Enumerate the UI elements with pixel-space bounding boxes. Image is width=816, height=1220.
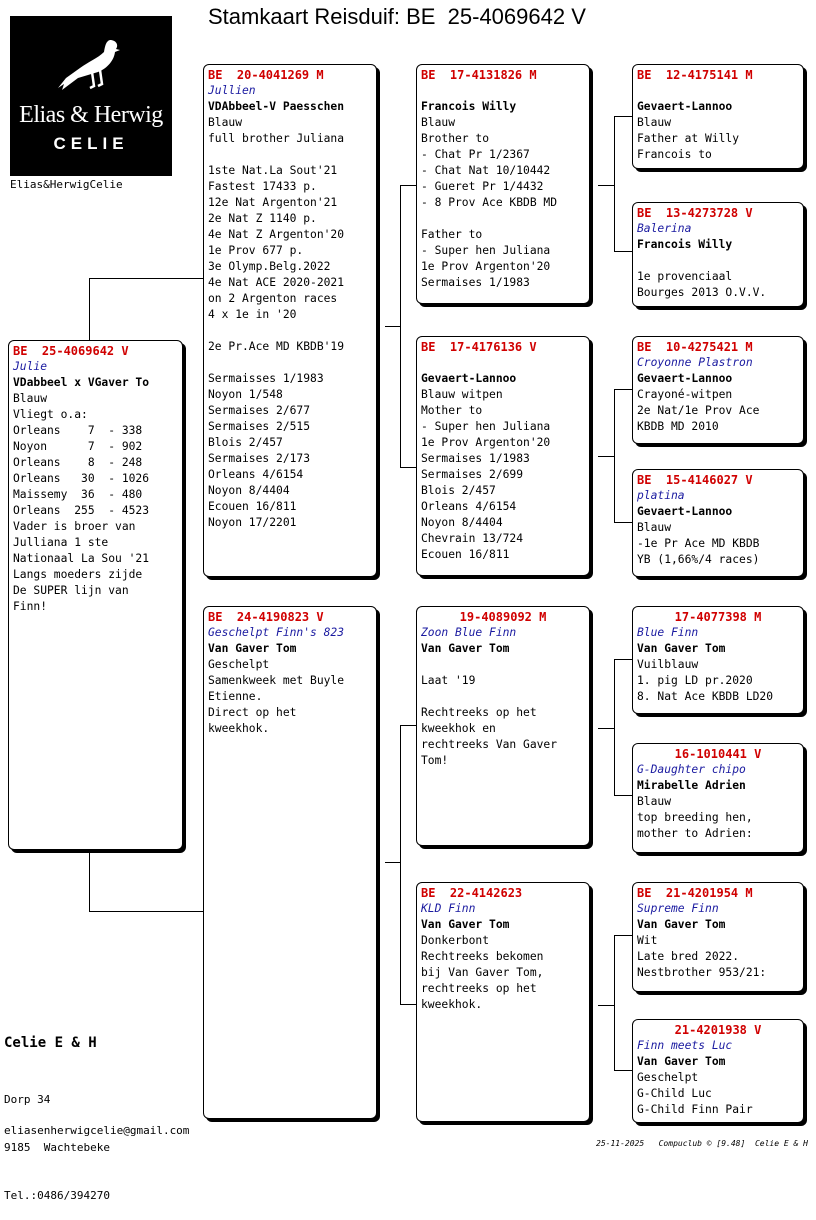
pigeon-detail-line: Laat '19 <box>421 674 476 687</box>
pigeon-detail-line: - Super hen Juliana <box>421 420 551 433</box>
pigeon-nickname: KLD Finn <box>421 902 476 915</box>
connector <box>400 185 417 186</box>
pigeon-detail-line: -1e Pr Ace MD KBDB <box>637 537 760 550</box>
pigeon-card-fmm[interactable] <box>632 469 804 577</box>
ring-number: BE 12-4175141 M <box>637 68 753 82</box>
connector <box>614 935 632 936</box>
connector <box>598 456 614 457</box>
pigeon-detail-line: Samenkweek met Buyle <box>208 674 345 687</box>
pigeon-detail-line: Sermaises 2/677 <box>208 404 311 417</box>
pigeon-detail-line: Tom! <box>421 754 449 767</box>
pigeon-detail-line: Geschelpt <box>637 1071 699 1084</box>
pigeon-detail-line: Sermaisses 1/1983 <box>208 372 324 385</box>
pigeon-card-fff[interactable] <box>632 64 804 169</box>
pigeon-nickname: Zoon Blue Finn <box>421 626 517 639</box>
connector <box>614 1070 632 1071</box>
connector <box>89 850 90 912</box>
pigeon-nickname: Supreme Finn <box>637 902 719 915</box>
pigeon-detail-line: Sermaises 2/173 <box>208 452 311 465</box>
connector <box>400 725 401 1005</box>
ring-number: BE 24-4190823 V <box>208 610 324 624</box>
ring-number: 21-4201938 V <box>674 1023 762 1037</box>
pigeon-nickname: Geschelpt Finn's 823 <box>208 626 345 639</box>
connector <box>400 185 401 468</box>
pigeon-detail-line: full brother Juliana <box>208 132 345 145</box>
spacer <box>637 83 799 99</box>
breeder-name: VDAbbeel-V Paesschen <box>208 100 345 113</box>
pigeon-detail-line: Noyon 7 - 902 <box>13 440 143 453</box>
pigeon-card-mm[interactable] <box>416 882 590 1122</box>
pigeon-detail-line: Chevrain 13/724 <box>421 532 524 545</box>
ring-number: BE 25-4069642 V <box>13 344 129 358</box>
pigeon-card-mff[interactable] <box>632 606 804 714</box>
pigeon-detail-line: 1e Prov 677 p. <box>208 244 304 257</box>
pigeon-detail-line: Etienne. <box>208 690 263 703</box>
pigeon-detail-line <box>208 147 372 163</box>
breeder-name: Van Gaver Tom <box>637 918 726 931</box>
logo <box>10 16 172 176</box>
pigeon-detail-line: Blois 2/457 <box>208 436 283 449</box>
pigeon-card-mmm[interactable] <box>632 1019 804 1123</box>
ring-number: BE 22-4142623 <box>421 886 523 900</box>
breeder-name: Francois Willy <box>421 100 517 113</box>
connector <box>400 725 417 726</box>
pigeon-detail-line: Orleans 4/6154 <box>421 500 517 513</box>
ring-number: BE 13-4273728 V <box>637 206 753 220</box>
pigeon-detail-line: Sermaises 2/515 <box>208 420 311 433</box>
print-stamp: 25-11-2025 Compuclub © [9.48] Celie E & H <box>596 1139 808 1148</box>
spacer <box>421 83 585 99</box>
pigeon-detail-line: 1e Prov Argenton'20 <box>421 436 551 449</box>
connector <box>614 659 632 660</box>
pigeon-detail-line: rechtreeks op het <box>421 982 537 995</box>
pigeon-detail-line: Maissemy 36 - 480 <box>13 488 143 501</box>
connector <box>614 389 632 390</box>
pigeon-detail-line: Vliegt o.a: <box>13 408 88 421</box>
pigeon-detail-line: Nationaal La Sou '21 <box>13 552 150 565</box>
pigeon-card-mf[interactable] <box>416 606 590 846</box>
pigeon-detail-line <box>421 689 585 705</box>
breeder-name: Van Gaver Tom <box>421 918 510 931</box>
pigeon-detail-line <box>208 355 372 371</box>
connector <box>598 185 614 186</box>
pigeon-detail-line: Mother to <box>421 404 483 417</box>
pigeon-detail-line: Sermaises 1/1983 <box>421 276 530 289</box>
connector <box>598 728 614 729</box>
pigeon-detail-line: Bourges 2013 O.V.V. <box>637 286 767 299</box>
pigeon-nickname: Balerina <box>637 222 692 235</box>
pigeon-nickname: G-Daughter chipo <box>637 763 746 776</box>
pigeon-detail-line: 4e Nat Z Argenton'20 <box>208 228 345 241</box>
pigeon-detail-line: Finn! <box>13 600 48 613</box>
breeder-name: VDabbeel x VGaver To <box>13 376 150 389</box>
pigeon-detail-line: Blauw <box>637 521 672 534</box>
connector <box>614 935 615 1071</box>
pigeon-detail-line: - 8 Prov Ace KBDB MD <box>421 196 558 209</box>
pigeon-detail-line: Orleans 7 - 338 <box>13 424 143 437</box>
pigeon-detail-line: KBDB MD 2010 <box>637 420 719 433</box>
connector <box>400 467 417 468</box>
pigeon-detail-line: Noyon 8/4404 <box>421 516 503 529</box>
ring-number: BE 17-4131826 M <box>421 68 537 82</box>
connector <box>614 522 632 523</box>
pigeon-detail-line: 4e Nat ACE 2020-2021 <box>208 276 345 289</box>
breeder-name: Gevaert-Lannoo <box>637 505 733 518</box>
connector <box>598 1005 614 1006</box>
pigeon-detail-line <box>637 253 799 269</box>
pigeon-card-mfm[interactable] <box>632 743 804 853</box>
breeder-name: Francois Willy <box>637 238 733 251</box>
pigeon-detail-line: rechtreeks Van Gaver <box>421 738 558 751</box>
breeder-name: Gevaert-Lannoo <box>637 100 733 113</box>
ring-number: BE 17-4176136 V <box>421 340 537 354</box>
address-line: Tel.:0486/394270 <box>4 1189 110 1202</box>
pigeon-card-fm[interactable] <box>416 336 590 576</box>
pigeon-detail-line: Donkerbont <box>421 934 490 947</box>
connector <box>614 389 615 523</box>
pigeon-detail-line: 12e Nat Argenton'21 <box>208 196 338 209</box>
pigeon-detail-line: kweekhok. <box>421 998 483 1011</box>
pigeon-detail-line: Noyon 1/548 <box>208 388 283 401</box>
pigeon-icon <box>58 38 130 102</box>
pigeon-detail-line: Blauw witpen <box>421 388 503 401</box>
pigeon-detail-line: mother to Adrien: <box>637 827 753 840</box>
connector <box>614 251 632 252</box>
pigeon-card-mother[interactable] <box>203 606 377 1119</box>
pigeon-card-ffm[interactable] <box>632 202 804 307</box>
logo-caption: Elias&HerwigCelie <box>10 178 123 191</box>
logo-sub: CELIE <box>53 134 129 153</box>
pigeon-detail-line: Orleans 4/6154 <box>208 468 304 481</box>
connector <box>89 278 204 279</box>
page-title: Stamkaart Reisduif: BE 25-4069642 V <box>208 4 586 29</box>
pigeon-detail-line: Blauw <box>13 392 48 405</box>
pigeon-detail-line: Rechtreeks bekomen <box>421 950 544 963</box>
spacer <box>421 355 585 371</box>
pigeon-detail-line: Orleans 30 - 1026 <box>13 472 150 485</box>
pigeon-detail-line: Blois 2/457 <box>421 484 496 497</box>
ring-number: 16-1010441 V <box>674 747 762 761</box>
pigeon-detail-line: Orleans 255 - 4523 <box>13 504 150 517</box>
pigeon-detail-line: 1ste Nat.La Sout'21 <box>208 164 338 177</box>
pigeon-detail-line: 4 x 1e in '20 <box>208 308 297 321</box>
pigeon-detail-line: 8. Nat Ace KBDB LD20 <box>637 690 774 703</box>
pigeon-detail-line: Crayoné-witpen <box>637 388 733 401</box>
pigeon-detail-line: Late bred 2022. <box>637 950 740 963</box>
connector <box>614 795 632 796</box>
breeder-name: Van Gaver Tom <box>637 642 726 655</box>
pigeon-detail-line: - Super hen Juliana <box>421 244 551 257</box>
pigeon-detail-line: Sermaises 1/1983 <box>421 452 530 465</box>
pigeon-detail-line: Rechtreeks op het <box>421 706 537 719</box>
pigeon-detail-line: Fastest 17433 p. <box>208 180 317 193</box>
pigeon-card-father[interactable] <box>203 64 377 577</box>
pigeon-detail-line: Julliana 1 ste <box>13 536 109 549</box>
pigeon-detail-line: Francois to <box>637 148 712 161</box>
pigeon-detail-line <box>208 323 372 339</box>
address-line: 9185 Wachtebeke <box>4 1141 110 1154</box>
breeder-name: Van Gaver Tom <box>637 1055 726 1068</box>
pigeon-detail-line: Ecouen 16/811 <box>208 500 297 513</box>
pigeon-detail-line: Blauw <box>637 116 672 129</box>
pigeon-card-mmf[interactable] <box>632 882 804 992</box>
pigeon-detail-line: Nestbrother 953/21: <box>637 966 767 979</box>
pigeon-detail-line: 1. pig LD pr.2020 <box>637 674 753 687</box>
pigeon-detail-line: bij Van Gaver Tom, <box>421 966 544 979</box>
pigeon-detail-line: top breeding hen, <box>637 811 753 824</box>
address-line: Dorp 34 <box>4 1093 51 1106</box>
owner-address <box>4 1060 110 1220</box>
ring-number: BE 15-4146027 V <box>637 473 753 487</box>
pigeon-detail-line: G-Child Finn Pair <box>637 1103 753 1116</box>
pigeon-detail-line: G-Child Luc <box>637 1087 712 1100</box>
connector <box>614 116 615 252</box>
breeder-name: Mirabelle Adrien <box>637 779 746 792</box>
pigeon-detail-line <box>421 211 585 227</box>
pigeon-detail-line: Vader is broer van <box>13 520 136 533</box>
pigeon-detail-line: - Gueret Pr 1/4432 <box>421 180 544 193</box>
pigeon-detail-line: 1e provenciaal <box>637 270 733 283</box>
connector <box>385 326 401 327</box>
ring-number: 17-4077398 M <box>674 610 762 624</box>
pigeon-detail-line: Geschelpt <box>208 658 270 671</box>
connector <box>385 862 401 863</box>
pigeon-nickname: Julie <box>13 360 48 373</box>
pigeon-detail-line: Noyon 17/2201 <box>208 516 297 529</box>
ring-number: BE 20-4041269 M <box>208 68 324 82</box>
connector <box>614 659 615 796</box>
pigeon-nickname: Blue Finn <box>637 626 699 639</box>
pigeon-detail-line: 3e Olymp.Belg.2022 <box>208 260 331 273</box>
pigeon-nickname: platina <box>637 489 685 502</box>
ring-number: BE 10-4275421 M <box>637 340 753 354</box>
pigeon-card-subject[interactable] <box>8 340 183 850</box>
ring-number: 19-4089092 M <box>459 610 547 624</box>
pigeon-detail-line: YB (1,66%/4 races) <box>637 553 760 566</box>
pigeon-detail-line: Wit <box>637 934 658 947</box>
pigeon-detail-line: Sermaises 2/699 <box>421 468 524 481</box>
pigeon-detail-line: 1e Prov Argenton'20 <box>421 260 551 273</box>
connector <box>400 1004 417 1005</box>
pigeon-nickname: Finn meets Luc <box>637 1039 733 1052</box>
pigeon-detail-line: 2e Nat Z 1140 p. <box>208 212 317 225</box>
pigeon-card-fmf[interactable] <box>632 336 804 444</box>
pigeon-detail-line: Blauw <box>421 116 456 129</box>
connector <box>89 278 90 340</box>
owner-name: Celie E & H <box>4 1035 97 1051</box>
pigeon-detail-line: Father at Willy <box>637 132 740 145</box>
pigeon-detail-line: Langs moeders zijde <box>13 568 143 581</box>
pigeon-detail-line <box>421 657 585 673</box>
pigeon-detail-line: Noyon 8/4404 <box>208 484 290 497</box>
connector <box>89 911 204 912</box>
pigeon-detail-line: Ecouen 16/811 <box>421 548 510 561</box>
breeder-name: Gevaert-Lannoo <box>637 372 733 385</box>
pigeon-detail-line: Blauw <box>208 116 243 129</box>
pigeon-detail-line: 2e Nat/1e Prov Ace <box>637 404 760 417</box>
pigeon-detail-line: De SUPER lijn van <box>13 584 129 597</box>
pigeon-detail-line: Blauw <box>637 795 672 808</box>
pigeon-detail-line: Orleans 8 - 248 <box>13 456 143 469</box>
pigeon-detail-line: on 2 Argenton races <box>208 292 338 305</box>
connector <box>614 116 632 117</box>
pigeon-detail-line: - Chat Nat 10/10442 <box>421 164 551 177</box>
pigeon-card-ff[interactable] <box>416 64 590 304</box>
pigeon-detail-line: - Chat Pr 1/2367 <box>421 148 530 161</box>
breeder-name: Van Gaver Tom <box>208 642 297 655</box>
owner-email[interactable]: eliasenherwigcelie@gmail.com <box>4 1124 190 1137</box>
pigeon-detail-line: Brother to <box>421 132 490 145</box>
logo-name: Elias & Herwig <box>19 102 163 128</box>
ring-number: BE 21-4201954 M <box>637 886 753 900</box>
breeder-name: Gevaert-Lannoo <box>421 372 517 385</box>
pigeon-detail-line: kweekhok en <box>421 722 496 735</box>
pigeon-detail-line: Direct op het <box>208 706 297 719</box>
pigeon-detail-line: Vuilblauw <box>637 658 699 671</box>
pigeon-nickname: Croyonne Plastron <box>637 356 753 369</box>
breeder-name: Van Gaver Tom <box>421 642 510 655</box>
pigeon-detail-line: kweekhok. <box>208 722 270 735</box>
pigeon-nickname: Jullien <box>208 84 256 97</box>
pigeon-detail-line: 2e Pr.Ace MD KBDB'19 <box>208 340 345 353</box>
pigeon-detail-line: Father to <box>421 228 483 241</box>
